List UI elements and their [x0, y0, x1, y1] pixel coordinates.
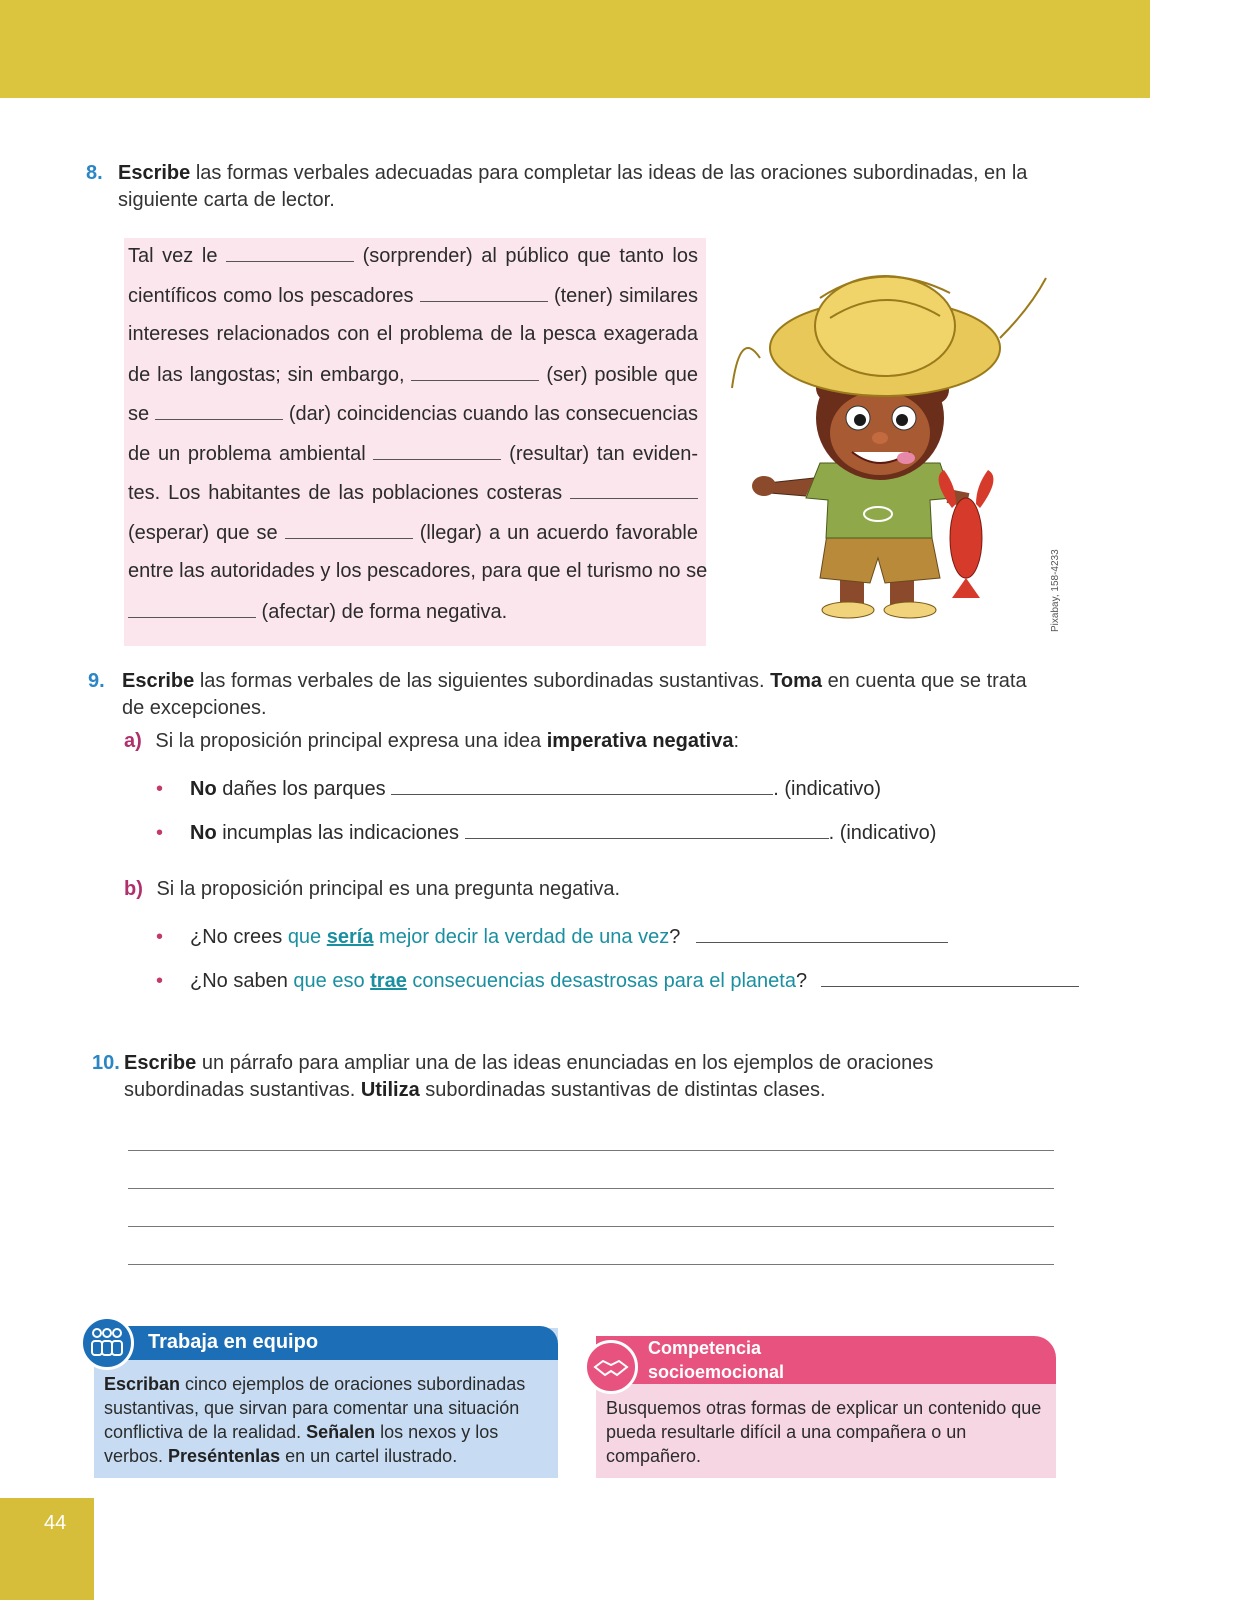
letter-line: intereses relacionados con el problema de la pesca exagerada	[128, 323, 698, 345]
answer-blank[interactable]	[696, 925, 948, 943]
letter-line: de las langostas; sin embargo, (ser) posible que	[128, 363, 698, 386]
team-work-text: Escriban cinco ejemplos de oraciones subordinadas sustantivas, que sirvan para comentar una situación conflictiva de la realidad. Señalen los nexos y los verbos. Preséntenlas en un cartel ilustrado.	[104, 1374, 526, 1466]
page-number: 44	[44, 1512, 67, 1534]
letter-line: científicos como los pescadores (tener) similares	[128, 284, 698, 307]
list-item: • ¿No saben que eso trae consecuencias desastrosas para el planeta?	[156, 968, 1079, 995]
team-people-icon	[80, 1316, 134, 1370]
writing-line[interactable]	[128, 1264, 1054, 1265]
answer-blank[interactable]	[420, 284, 548, 302]
answer-blank[interactable]	[226, 244, 354, 262]
socioemotional-text: Busquemos otras formas de explicar un contenido que pueda resultarle difícil a una compañera o un compañero.	[606, 1398, 1042, 1466]
answer-blank[interactable]	[821, 969, 1079, 987]
letter-line: Tal vez le (sorprender) al público que tanto los	[128, 245, 698, 267]
letter-line: de un problema ambiental (resultar) tan eviden-	[128, 442, 698, 465]
question-8: 8. Escribe las formas verbales adecuadas para completar las ideas de las oraciones subordinadas, en la siguiente carta de lector.	[86, 162, 1028, 211]
question-number: 8.	[86, 162, 103, 184]
writing-line[interactable]	[128, 1188, 1054, 1189]
list-item: • No dañes los parques . (indicativo)	[156, 778, 882, 800]
question-9: 9. Escribe las formas verbales de las siguientes subordinadas sustantivas. Toma en cuenta que se trata de excepciones.	[88, 670, 1027, 719]
answer-blank[interactable]	[411, 363, 539, 381]
letter-line: entre las autoridades y los pescadores, para que el turismo no se	[128, 560, 708, 582]
letter-line: se (dar) coincidencias cuando las consecuencias	[128, 403, 698, 425]
list-item: • ¿No crees que sería mejor decir la verdad de una vez?	[156, 924, 948, 951]
answer-blank[interactable]	[128, 600, 256, 618]
answer-blank[interactable]	[373, 442, 501, 460]
answer-blank[interactable]	[570, 481, 698, 499]
letter-line: (afectar) de forma negativa.	[128, 600, 698, 624]
letter-line: tes. Los habitantes de las poblaciones costeras	[128, 481, 698, 505]
socioemotional-title: Competencia socioemocional	[648, 1338, 785, 1382]
answer-blank[interactable]	[391, 777, 773, 795]
question-9a: a) Si la proposición principal expresa una idea imperativa negativa:	[124, 730, 740, 752]
answer-blank[interactable]	[155, 402, 283, 420]
question-10: 10. Escribe un párrafo para ampliar una de las ideas enunciadas en los ejemplos de oraciones subordinadas sustantivas. Utiliza subordinadas sustantivas de distintas clases.	[92, 1052, 934, 1101]
letter-line: (esperar) que se (llegar) a un acuerdo favorable	[128, 521, 698, 544]
team-work-title: Trabaja en equipo	[148, 1331, 319, 1353]
writing-line[interactable]	[128, 1150, 1054, 1151]
top-color-band	[0, 0, 1150, 98]
answer-blank[interactable]	[285, 521, 413, 539]
image-credit: Pixabay, 158-4233	[1050, 549, 1061, 632]
fisher-child-illustration	[730, 238, 1050, 638]
list-item: • No incumplas las indicaciones . (indicativo)	[156, 822, 937, 844]
question-9b: b) Si la proposición principal es una pregunta negativa.	[124, 878, 621, 900]
writing-line[interactable]	[128, 1226, 1054, 1227]
answer-blank[interactable]	[465, 821, 829, 839]
handshake-icon	[584, 1340, 638, 1394]
